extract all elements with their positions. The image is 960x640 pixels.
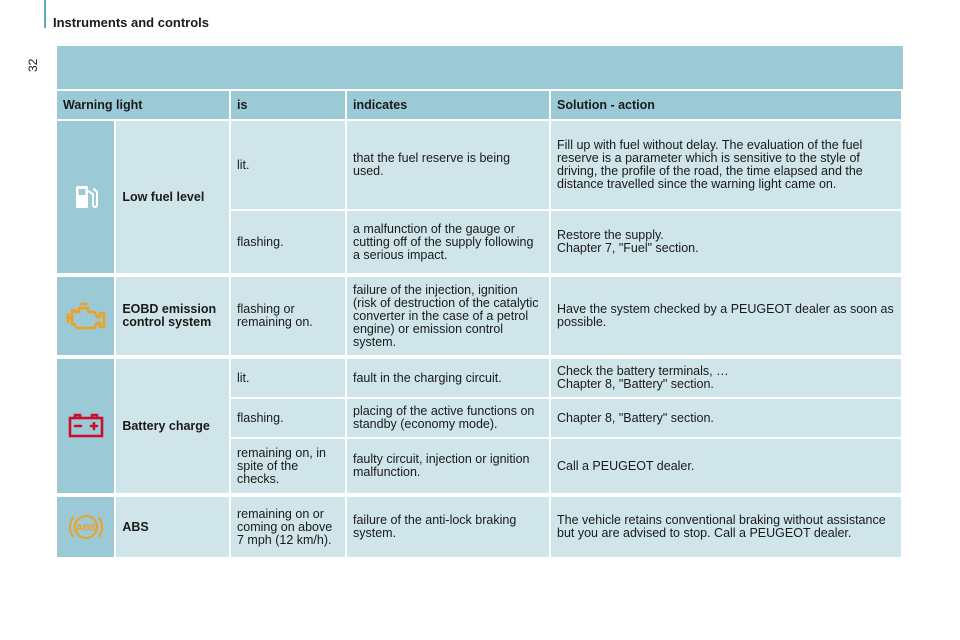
column-header-solution: Solution - action (551, 91, 903, 121)
indicates-cell: failure of the anti-lock braking system. (347, 497, 551, 559)
warning-icon-cell (57, 277, 116, 357)
warning-name: Battery charge (116, 359, 231, 495)
solution-cell: Chapter 8, "Battery" section. (551, 399, 903, 439)
column-header-warning-light: Warning light (57, 91, 231, 121)
section-title: Instruments and controls (53, 15, 210, 30)
page-number: 32 (26, 58, 40, 72)
is-cell: lit. (231, 121, 347, 211)
indicates-cell: faulty circuit, injection or ignition malfunction. (347, 439, 551, 495)
warning-icon-cell (57, 359, 116, 495)
warning-name: EOBD emission control system (116, 277, 231, 357)
indicates-cell: placing of the active functions on standby (economy mode). (347, 399, 551, 439)
engine-icon (64, 300, 108, 332)
is-cell: flashing. (231, 399, 347, 439)
column-header-indicates: indicates (347, 91, 551, 121)
solution-cell: The vehicle retains conventional braking without assistance but you are advised to stop. Call a PEUGEOT dealer. (551, 497, 903, 559)
is-cell: remaining on, in spite of the checks. (231, 439, 347, 495)
is-cell: lit. (231, 359, 347, 399)
warning-name: ABS (116, 497, 231, 559)
warning-lights-table (57, 91, 903, 559)
title-banner (57, 46, 903, 89)
solution-cell: Check the battery terminals, … Chapter 8, "Battery" section. (551, 359, 903, 399)
warning-icon-cell (57, 497, 116, 559)
solution-cell: Call a PEUGEOT dealer. (551, 439, 903, 495)
abs-icon (68, 509, 104, 545)
table-header-row (57, 91, 903, 121)
is-cell: remaining on or coming on above 7 mph (12 km/h). (231, 497, 347, 559)
table-row (57, 121, 903, 211)
warning-icon-cell (57, 121, 116, 275)
indicates-cell: failure of the injection, ignition (risk of destruction of the catalytic converter in the case of a petrol engine) or emission control system. (347, 277, 551, 357)
indicates-cell: that the fuel reserve is being used. (347, 121, 551, 211)
solution-cell: Have the system checked by a PEUGEOT dealer as soon as possible. (551, 277, 903, 357)
table-row (57, 359, 903, 399)
solution-cell: Restore the supply. Chapter 7, "Fuel" section. (551, 211, 903, 275)
fuel-pump-icon (71, 182, 101, 212)
indicates-cell: fault in the charging circuit. (347, 359, 551, 399)
table-row (57, 497, 903, 559)
column-header-is: is (231, 91, 347, 121)
section-accent-bar (44, 0, 46, 28)
is-cell: flashing. (231, 211, 347, 275)
warning-name: Low fuel level (116, 121, 231, 275)
battery-icon (66, 412, 106, 440)
is-cell: flashing or remaining on. (231, 277, 347, 357)
indicates-cell: a malfunction of the gauge or cutting off of the supply following a serious impact. (347, 211, 551, 275)
solution-cell: Fill up with fuel without delay. The evaluation of the fuel reserve is a parameter which is sensitive to the style of driving, the profile of the road, the time elapsed and the distance travelled since the warning light came on. (551, 121, 903, 211)
table-row (57, 277, 903, 357)
abs-icon-text: ABS (75, 522, 96, 534)
